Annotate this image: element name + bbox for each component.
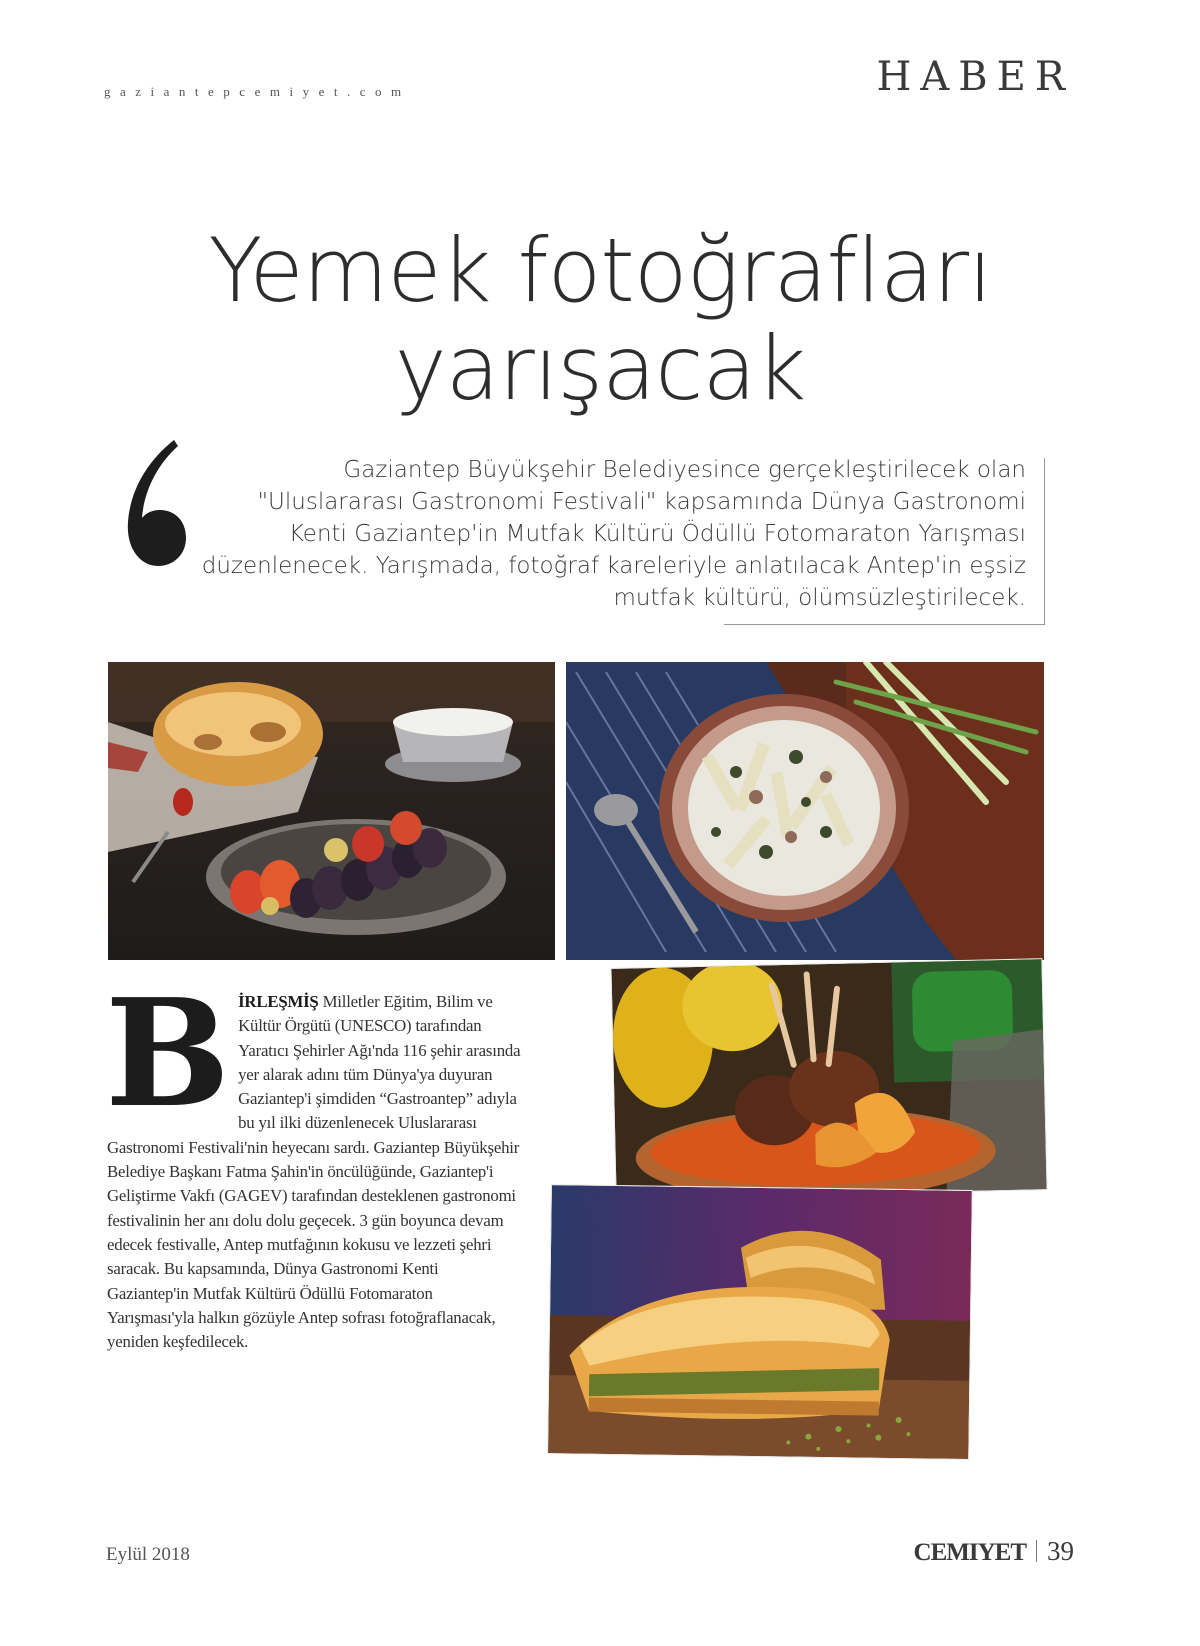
site-url: gaziantepcemiyet.com	[104, 84, 411, 99]
magazine-footer	[914, 1536, 1074, 1567]
issue-date: Eylül 2018	[106, 1544, 190, 1565]
drop-cap: B	[105, 966, 227, 1140]
body-paragraph: Milletler Eğitim, Bilim ve Kültür Örgütü (UNESCO) tarafından Yaratıcı Şehirler Ağı'nda 116 şehir arasında yer alarak adını tüm Dünya'ya duyuran Gaziantep'i şimdiden “Gastroantep” adıyla bu yıl ilki düzenlenecek Uluslararası Gastronomi Festivali'nin heyecanı sardı. Gaziantep Büyükşehir Belediye Başkanı Fatma Şahin'in öncülüğünde, Gaziantep'i Geliştirme Vakfı (GAGEV) tarafından desteklenen gastronomi festivalinin her anı dolu dolu geçecek. 3 gün boyunca devam edecek festivalle, Antep mutfağının kokusu ve lezzeti şehri saracak. Bu kapsamında, Dünya Gastronomi Kenti Gaziantep'in Mutfak Kültürü Ödüllü Fotomaraton Yarışması'yla halkın gözüyle Antep sofrası fotoğraflanacak, yeniden keşfedilecek.	[107, 992, 521, 1352]
quote-mark-icon	[126, 440, 188, 570]
photo-baklava	[548, 1185, 972, 1459]
article-body	[105, 966, 523, 1354]
photo-lamb	[611, 959, 1046, 1199]
photo-soup	[566, 662, 1044, 960]
footer-divider	[1036, 1540, 1037, 1562]
section-label: HABER	[876, 54, 1074, 100]
page-number: 39	[1047, 1536, 1074, 1566]
title-line-1: Yemek fotoğrafları	[208, 219, 992, 322]
lead-paragraph: Gaziantep Büyükşehir Belediyesince gerçekleştirilecek olan "Uluslararası Gastronomi Festivali" kapsamında Dünya Gastronomi Kenti Gaziantep'in Mutfak Kültürü Ödüllü Fotomaraton Yarışması düzenlenecek. Yarışmada, fotoğraf kareleriyle anlatılacak Antep'in eşsiz mutfak kültürü, ölümsüzleştirilecek.	[201, 457, 1026, 611]
article-title	[0, 219, 1200, 420]
first-word: İRLEŞMİŞ	[238, 992, 319, 1011]
photo-kebab	[108, 662, 555, 960]
magazine-name: CEMIYET	[913, 1539, 1026, 1566]
title-line-2: yarışacak	[394, 317, 806, 420]
